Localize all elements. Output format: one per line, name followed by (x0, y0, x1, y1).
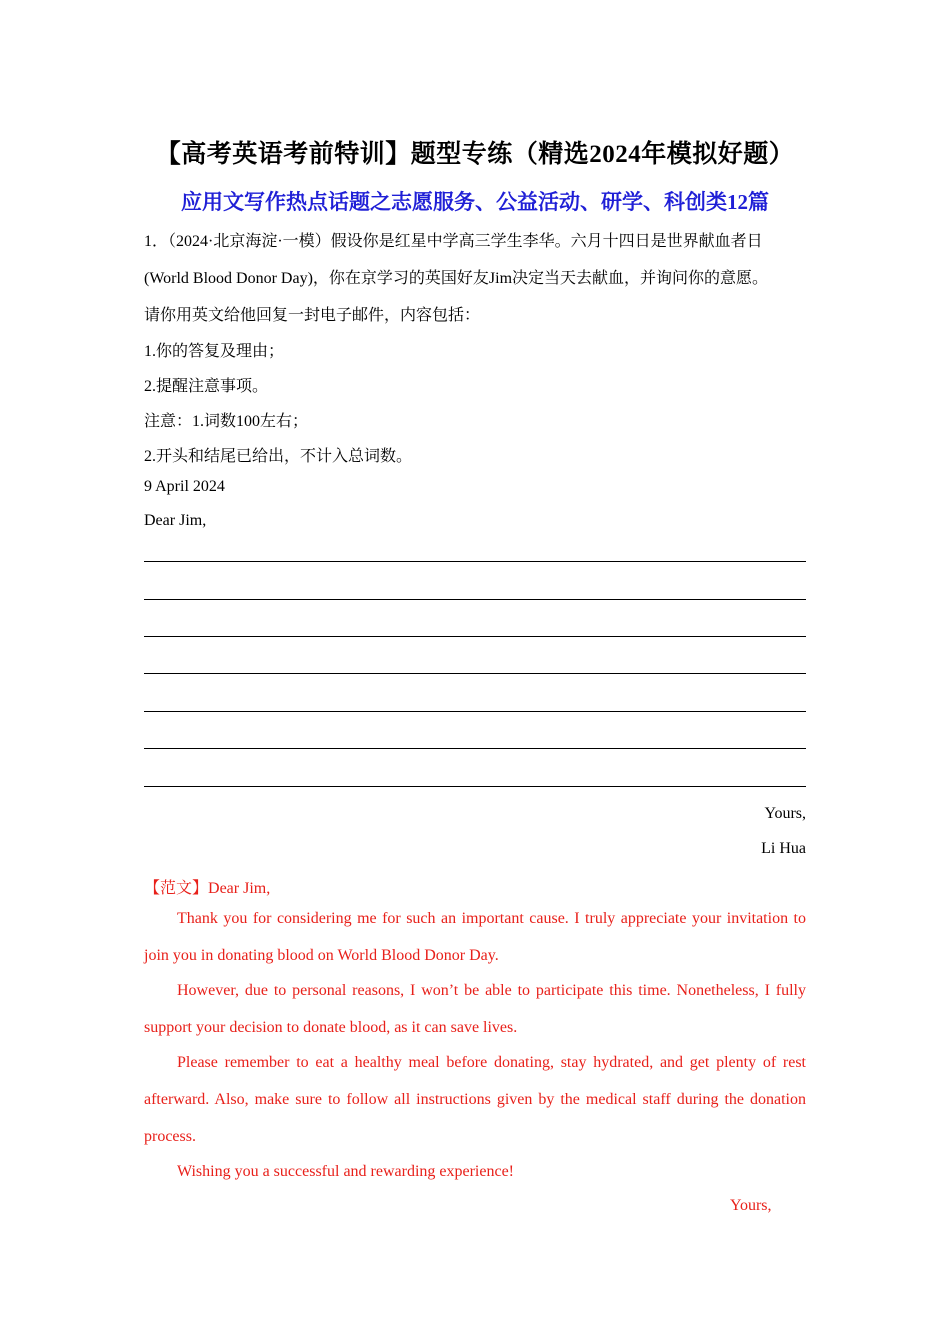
answer-line (144, 561, 806, 562)
page-title: 【高考英语考前特训】题型专练（精选2024年模拟好题） (155, 141, 795, 168)
sample-paragraph-2: However, due to personal reasons, I won’t be able to participate this time. Nonetheless, I fully support your decision to donate blood, as it can save lives. (144, 982, 806, 1036)
sample-heading (144, 875, 806, 898)
answer-line (144, 673, 806, 674)
answer-line (144, 748, 806, 749)
sample-paragraph-4: Wishing you a successful and rewarding experience! (177, 1163, 515, 1180)
sample-closing: Yours, (730, 1197, 772, 1214)
sample-paragraph-3: Please remember to eat a healthy meal before donating, stay hydrated, and get plenty of rest afterward. Also, make sure to follow all instructions given by the medical staff during the donation process. (144, 1054, 806, 1145)
note-1: 注意：1.词数100左右； (144, 413, 309, 430)
answer-line (144, 599, 806, 600)
sample-greeting: Dear Jim, (208, 880, 271, 897)
letter-greeting: Dear Jim, (144, 512, 207, 529)
answer-line (144, 636, 806, 637)
sample-label: 【范文】 (144, 880, 209, 897)
letter-signature: Li Hua (761, 840, 806, 857)
question-line-3: 请你用英文给他回复一封电子邮件，内容包括： (144, 307, 481, 324)
page-subtitle: 应用文写作热点话题之志愿服务、公益活动、研学、科创类12篇 (181, 190, 769, 214)
sample-paragraph-1: Thank you for considering me for such an important cause. I truly appreciate your invitation to join you in donating blood on World Blood Donor Day. (144, 910, 806, 964)
letter-closing: Yours, (764, 805, 806, 822)
letter-date: 9 April 2024 (144, 478, 225, 495)
requirement-1: 1.你的答复及理由； (144, 343, 285, 360)
answer-line (144, 786, 806, 787)
answer-line (144, 711, 806, 712)
requirement-2: 2.提醒注意事项。 (144, 378, 269, 395)
note-2: 2.开头和结尾已给出，不计入总词数。 (144, 448, 413, 465)
question-line-1: 1．（2024·北京海淀·一模）假设你是红星中学高三学生李华。六月十四日是世界献血者日 (144, 233, 763, 250)
question-line-2: (World Blood Donor Day)，你在京学习的英国好友Jim决定当天去献血，并询问你的意愿。 (144, 270, 769, 287)
